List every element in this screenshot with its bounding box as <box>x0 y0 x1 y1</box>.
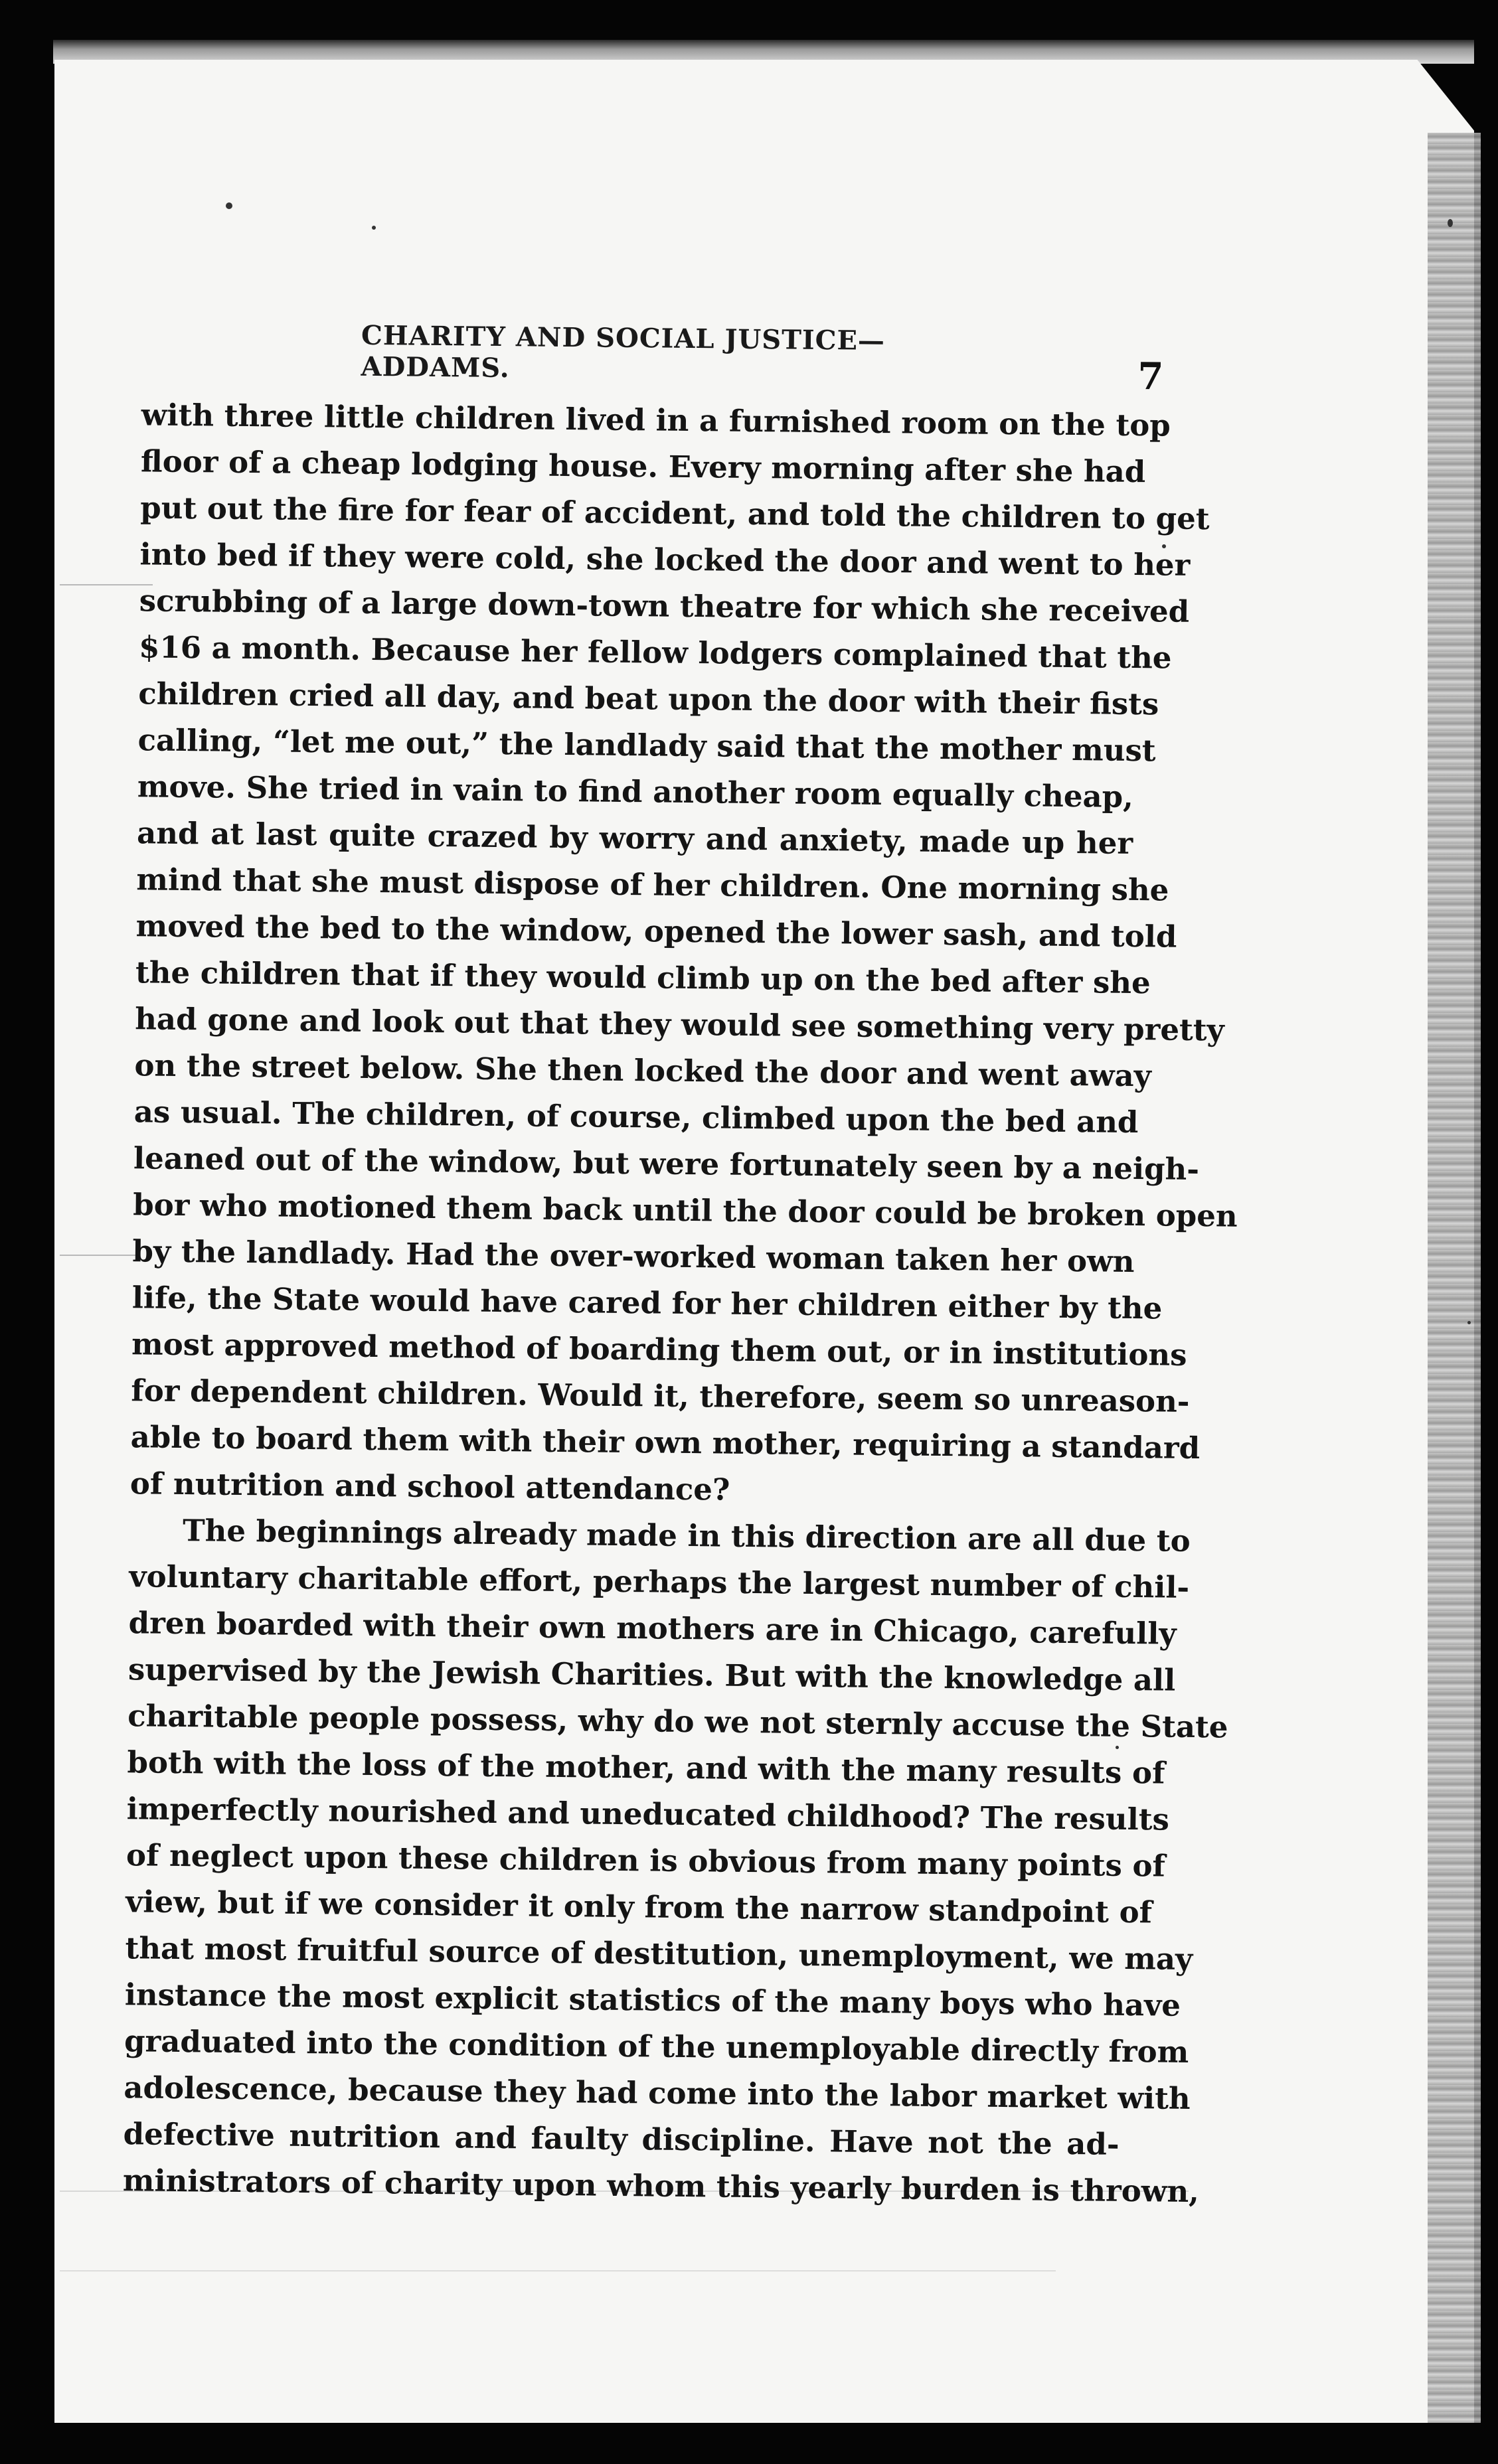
text-line: calling, “let me out,” the landlady said that the mother must <box>137 722 1156 769</box>
text-line: children cried all day, and beat upon the door with their fists <box>138 676 1159 722</box>
text-line: scrubbing of a large down-town theatre for which she received <box>139 583 1190 629</box>
text-line: and at last quite crazed by worry and anxiety, made up her <box>136 815 1133 861</box>
text-line: $16 a month. Because her fellow lodgers complained that the <box>138 629 1172 676</box>
text-line: of nutrition and school attendance? <box>129 1466 730 1507</box>
body-text <box>122 392 1238 2214</box>
text-line: had gone and look out that they would see something very pretty <box>134 1001 1224 1048</box>
text-line: defective nutrition and faulty discipline. Have not the ad- <box>123 2116 1120 2162</box>
text-line: instance the most explicit statistics of the many boys who have <box>124 1977 1181 2023</box>
text-line: adolescence, because they had come into the labor market with <box>124 2070 1191 2117</box>
text-line: both with the loss of the mother, and with the many results of <box>127 1744 1165 1791</box>
text-line: for dependent children. Would it, therefore, seem so unreason- <box>131 1373 1190 1419</box>
text-line: moved the bed to the window, opened the lower sash, and told <box>135 908 1177 955</box>
text-line: bor who motioned them back until the door could be broken open <box>133 1187 1238 1234</box>
text-line: able to board them with their own mother, requiring a standard <box>130 1419 1201 1466</box>
text-line: supervised by the Jewish Charities. But with the knowledge all <box>127 1652 1176 1698</box>
text-line: as usual. The children, of course, climbed upon the bed and <box>133 1094 1139 1140</box>
text-line: life, the State would have cared for her children either by the <box>131 1280 1163 1326</box>
text-line: floor of a cheap lodging house. Every morning after she had <box>140 443 1146 490</box>
paragraph-2 <box>122 1507 1228 2214</box>
paragraph-1 <box>129 392 1238 1517</box>
text-line: that most fruitful source of destitution, unemployment, we may <box>125 1930 1193 1977</box>
page-number: 7 <box>1137 354 1164 399</box>
text-line: ministrators of charity upon whom this yearly burden is thrown, <box>122 2163 1200 2210</box>
text-line: on the street below. She then locked the door and went away <box>134 1047 1152 1094</box>
text-line: The beginnings already made in this direction are all due to <box>182 1513 1191 1559</box>
text-line: view, but if we consider it only from the narrow standpoint of <box>125 1884 1153 1930</box>
text-line: voluntary charitable effort, perhaps the largest number of chil- <box>129 1559 1190 1605</box>
text-line: leaned out of the window, but were fortunately seen by a neigh- <box>133 1140 1200 1188</box>
text-line: dren boarded with their own mothers are in Chicago, carefully <box>128 1605 1177 1652</box>
text-line: move. She tried in vain to find another room equally cheap, <box>137 769 1134 815</box>
text-line: put out the fire for fear of accident, and told the children to get <box>140 490 1210 537</box>
text-line: the children that if they would climb up on the bed after she <box>135 955 1151 1001</box>
running-head: CHARITY AND SOCIAL JUSTICE—ADDAMS. <box>361 319 886 384</box>
text-line: imperfectly nourished and uneducated childhood? The results <box>126 1791 1170 1837</box>
text-line: most approved method of boarding them out, or in institutions <box>131 1326 1187 1373</box>
text-line: with three little children lived in a furnished room on the top <box>141 397 1171 443</box>
text-line: mind that she must dispose of her children. One morning she <box>136 862 1169 908</box>
text-line: by the landlady. Had the over-worked woman taken her own <box>132 1233 1135 1280</box>
text-line: graduated into the condition of the unemployable directly from <box>124 2023 1189 2070</box>
text-line: charitable people possess, why do we not sternly accuse the State <box>127 1698 1228 1745</box>
text-line: of neglect upon these children is obvious from many points of <box>125 1837 1166 1884</box>
text-line: into bed if they were cold, she locked the door and went to her <box>139 536 1191 583</box>
